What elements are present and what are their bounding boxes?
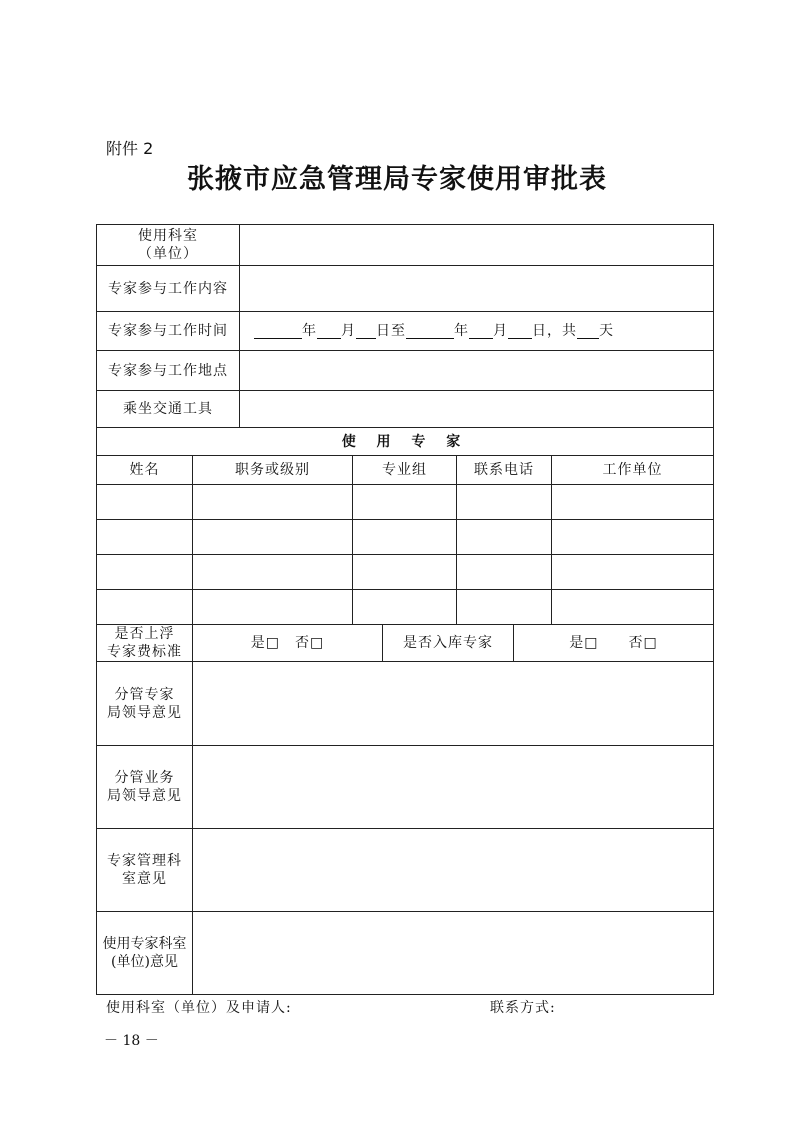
dept-row xyxy=(97,225,713,265)
total-days-blank[interactable] xyxy=(577,324,599,339)
expert-phone-cell[interactable] xyxy=(456,590,551,624)
content-value-cell[interactable] xyxy=(239,266,713,311)
expert-workplace-cell[interactable] xyxy=(551,485,713,519)
opinion-value-cell[interactable] xyxy=(192,662,713,745)
start-day-blank[interactable] xyxy=(356,324,376,339)
table-row xyxy=(97,554,713,589)
expert-position-cell[interactable] xyxy=(192,485,352,519)
opinion-row xyxy=(97,745,713,828)
experts-section-header: 使 用 专 家 xyxy=(341,433,469,450)
expert-specialty-cell[interactable] xyxy=(352,520,456,554)
opinion-value-cell[interactable] xyxy=(192,829,713,911)
expert-phone-cell[interactable] xyxy=(456,485,551,519)
transport-row xyxy=(97,390,713,427)
float-fee-options[interactable]: 是□ 否□ xyxy=(192,625,382,661)
opinion-label-line2: (单位)意见 xyxy=(111,954,178,970)
opinion-label-line1: 使用专家科室 xyxy=(102,936,187,952)
opinion-label-line1: 分管业务 xyxy=(114,770,175,786)
opinion-label xyxy=(97,746,192,828)
page-number: － 18 － xyxy=(104,1033,159,1049)
opinion-label-line2: 室意见 xyxy=(122,871,167,887)
expert-name-cell[interactable] xyxy=(97,520,192,554)
expert-specialty-cell[interactable] xyxy=(352,590,456,624)
year-label-1: 年 xyxy=(302,323,317,339)
opinion-row xyxy=(97,911,713,994)
opinion-label-line2: 局领导意见 xyxy=(107,704,182,721)
opinion-label-line2: 局领导意见 xyxy=(107,788,182,804)
approval-form-table xyxy=(96,224,714,995)
expert-specialty-cell[interactable] xyxy=(352,555,456,589)
form-title: 张掖市应急管理局专家使用审批表 xyxy=(187,164,607,195)
dept-label-cell xyxy=(97,225,239,265)
content-label: 专家参与工作内容 xyxy=(108,280,228,297)
content-row xyxy=(97,265,713,311)
start-month-blank[interactable] xyxy=(317,324,341,339)
experts-section-row xyxy=(97,427,713,455)
applicant-label: 使用科室（单位）及申请人: xyxy=(106,1000,292,1016)
opinion-row xyxy=(97,661,713,745)
expert-name-cell[interactable] xyxy=(97,555,192,589)
expert-position-cell[interactable] xyxy=(192,555,352,589)
float-fee-label xyxy=(97,625,192,661)
opinion-value-cell[interactable] xyxy=(192,746,713,828)
expert-position-cell[interactable] xyxy=(192,590,352,624)
opinion-label xyxy=(97,829,192,911)
col-specialty: 专业组 xyxy=(352,456,456,484)
end-day-blank[interactable] xyxy=(508,324,532,339)
expert-workplace-cell[interactable] xyxy=(551,555,713,589)
opinion-label xyxy=(97,662,192,745)
end-month-blank[interactable] xyxy=(469,324,493,339)
in-database-options[interactable]: 是□ 否□ xyxy=(513,625,713,661)
place-label: 专家参与工作地点 xyxy=(108,362,228,379)
attachment-label: 附件 2 xyxy=(106,139,154,158)
table-row xyxy=(97,519,713,554)
expert-specialty-cell[interactable] xyxy=(352,485,456,519)
dept-value-cell[interactable] xyxy=(239,225,713,265)
place-row xyxy=(97,350,713,390)
end-year-blank[interactable] xyxy=(406,324,454,339)
col-name: 姓名 xyxy=(129,462,160,478)
opinion-label-line1: 分管专家 xyxy=(114,686,175,703)
dept-label-line1: 使用科室 xyxy=(138,228,198,244)
opinion-label xyxy=(97,912,192,994)
expert-phone-cell[interactable] xyxy=(456,520,551,554)
expert-workplace-cell[interactable] xyxy=(551,590,713,624)
opinion-row xyxy=(97,828,713,911)
expert-position-cell[interactable] xyxy=(192,520,352,554)
transport-label: 乘坐交通工具 xyxy=(123,401,213,417)
time-value-cell[interactable] xyxy=(239,312,713,350)
time-row xyxy=(97,311,713,350)
year-label-2: 年 xyxy=(454,323,469,339)
table-row xyxy=(97,484,713,519)
day-total-label: 日，共 xyxy=(532,323,577,339)
col-phone: 联系电话 xyxy=(456,456,551,484)
days-label: 天 xyxy=(599,323,614,339)
dept-label-line2: （单位） xyxy=(138,246,198,262)
contact-label: 联系方式: xyxy=(490,1000,556,1016)
place-value-cell[interactable] xyxy=(239,351,713,390)
fee-standard-row xyxy=(97,624,713,661)
expert-name-cell[interactable] xyxy=(97,485,192,519)
expert-phone-cell[interactable] xyxy=(456,555,551,589)
col-workplace: 工作单位 xyxy=(551,456,713,484)
start-year-blank[interactable] xyxy=(254,324,302,339)
float-fee-label-line2: 专家费标准 xyxy=(107,644,182,660)
day-to-label: 日至 xyxy=(376,323,406,339)
table-row xyxy=(97,589,713,624)
col-position: 职务或级别 xyxy=(192,456,352,484)
time-label: 专家参与工作时间 xyxy=(108,323,228,339)
transport-value-cell[interactable] xyxy=(239,391,713,427)
opinion-value-cell[interactable] xyxy=(192,912,713,994)
expert-workplace-cell[interactable] xyxy=(551,520,713,554)
expert-name-cell[interactable] xyxy=(97,590,192,624)
float-fee-label-line1: 是否上浮 xyxy=(114,626,175,642)
expert-table-header xyxy=(97,455,713,484)
in-database-label: 是否入库专家 xyxy=(382,625,513,661)
month-label-2: 月 xyxy=(493,323,508,339)
opinion-label-line1: 专家管理科 xyxy=(107,853,182,869)
month-label-1: 月 xyxy=(341,323,356,339)
